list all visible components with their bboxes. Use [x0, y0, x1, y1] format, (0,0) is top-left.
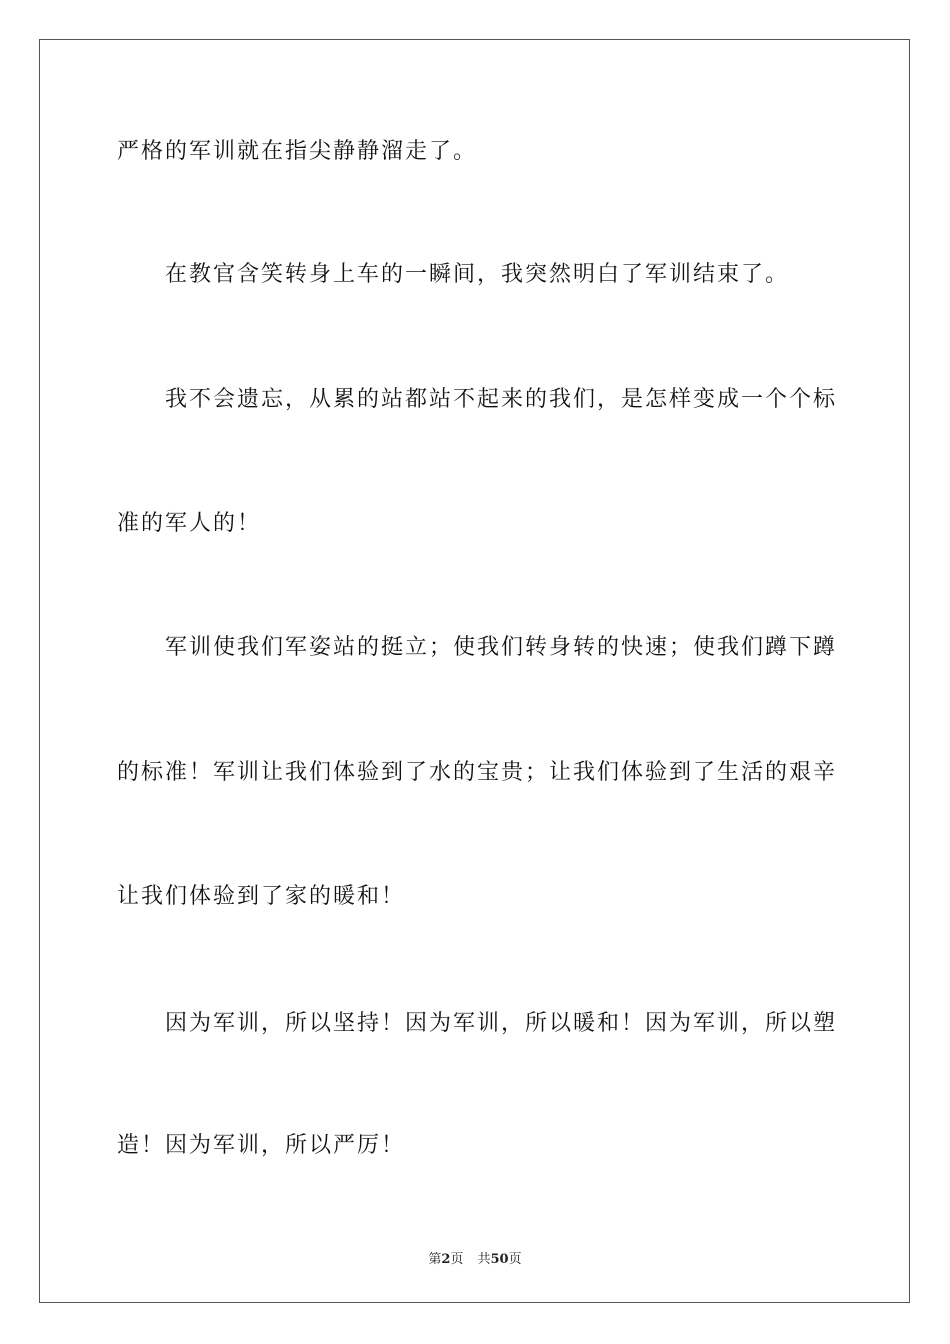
page-number: 2 — [441, 1252, 451, 1267]
text-line-7: 让我们体验到了家的暖和！ — [117, 884, 406, 909]
page-frame — [39, 39, 910, 1303]
text-line-1: 严格的军训就在指尖静静溜走了。 — [117, 139, 478, 164]
text-line-5: 军训使我们军姿站的挺立；使我们转身转的快速；使我们蹲下蹲 — [165, 635, 838, 660]
total-suffix: 页 — [508, 1252, 522, 1267]
page-prefix: 第 — [428, 1252, 442, 1267]
page-footer — [0, 1248, 950, 1267]
page-suffix: 页 — [450, 1252, 464, 1267]
text-line-9: 造！因为军训，所以严厉！ — [117, 1133, 406, 1158]
text-line-3: 我不会遗忘，从累的站都站不起来的我们，是怎样变成一个个标 — [165, 387, 838, 412]
text-line-2: 在教官含笑转身上车的一瞬间，我突然明白了军训结束了。 — [165, 262, 790, 287]
text-line-4: 准的军人的！ — [117, 511, 262, 536]
total-pages: 50 — [490, 1252, 509, 1267]
text-line-8: 因为军训，所以坚持！因为军训，所以暖和！因为军训，所以塑 — [165, 1011, 838, 1036]
text-line-6: 的标准！军训让我们体验到了水的宝贵；让我们体验到了生活的艰辛 — [117, 760, 838, 785]
total-prefix: 共 — [477, 1252, 491, 1267]
